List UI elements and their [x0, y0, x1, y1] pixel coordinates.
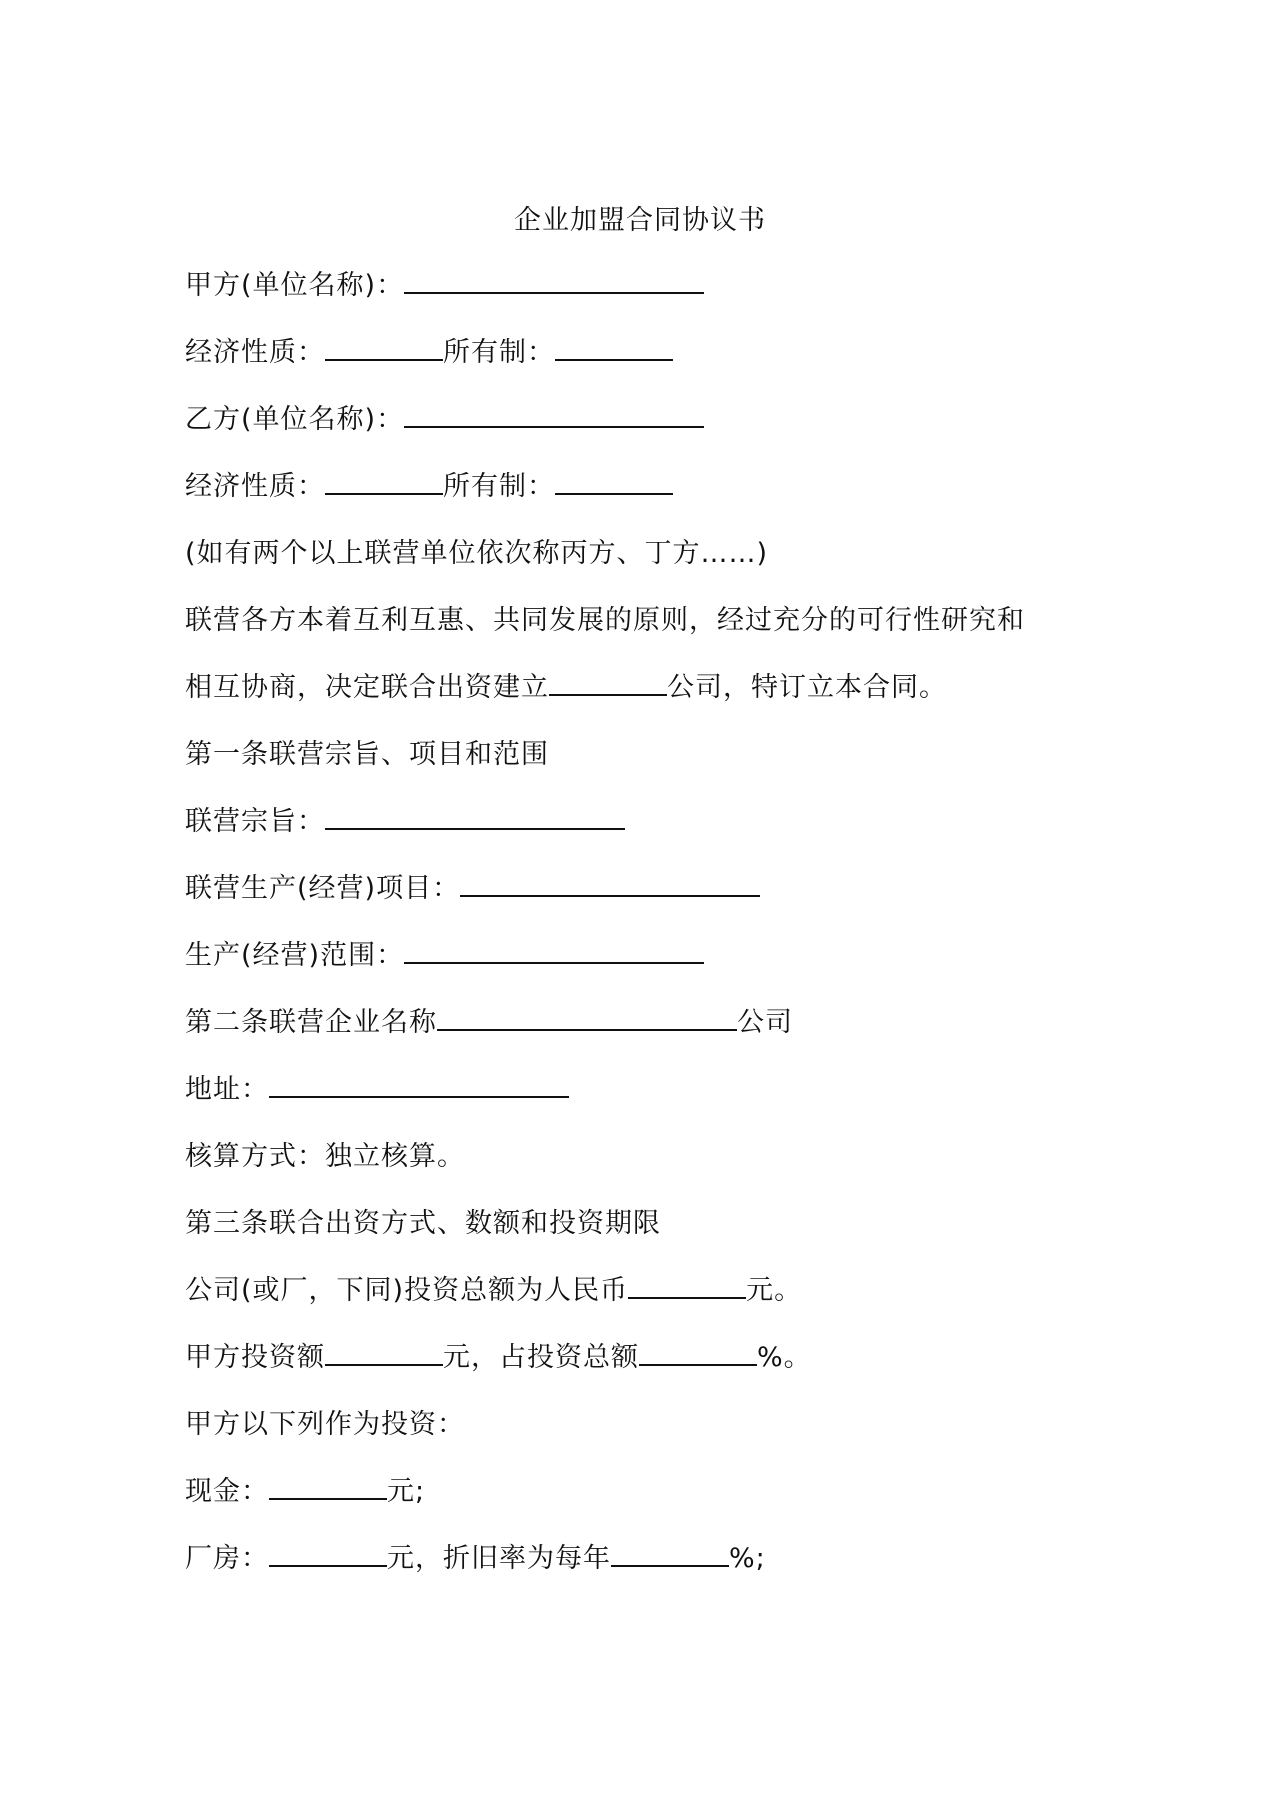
company-name-line [185, 1003, 793, 1043]
blank-field [404, 270, 704, 294]
party-a-nature-line [185, 333, 673, 373]
blank-field [325, 337, 443, 361]
blank-field [404, 404, 704, 428]
label: %; [729, 1543, 766, 1574]
scope-line [185, 936, 704, 976]
document-title: 企业加盟合同协议书 [514, 205, 766, 236]
purpose-line [185, 802, 625, 842]
party-a-name-line [185, 266, 704, 306]
blank-field [555, 337, 673, 361]
blank-field [325, 806, 625, 830]
blank-field [325, 471, 443, 495]
blank-field [325, 1342, 443, 1366]
label: 元，占投资总额 [443, 1342, 639, 1373]
label: 所有制： [443, 337, 555, 368]
label: 甲方投资额 [185, 1342, 325, 1373]
label: 公司，特订立本合同。 [667, 672, 947, 703]
paragraph-line: 联营各方本着互利互惠、共同发展的原则，经过充分的可行性研究和 [185, 605, 1025, 636]
blank-field [549, 672, 667, 696]
section-heading: 第一条联营宗旨、项目和范围 [185, 739, 549, 770]
label: 元; [387, 1476, 426, 1507]
party-b-nature-line [185, 467, 673, 507]
label: 联营生产(经营)项目： [185, 873, 461, 904]
label: 厂房： [185, 1543, 269, 1574]
address-line [185, 1070, 569, 1110]
label: 相互协商，决定联合出资建立 [185, 672, 549, 703]
label: 元。 [746, 1275, 803, 1306]
label: 地址： [185, 1074, 269, 1105]
label: 元，折旧率为每年 [387, 1543, 611, 1574]
factory-line [185, 1539, 766, 1579]
blank-field [269, 1476, 387, 1500]
section-heading: 第三条联合出资方式、数额和投资期限 [185, 1208, 661, 1239]
total-investment-line [185, 1271, 802, 1311]
label: 生产(经营)范围： [185, 940, 405, 971]
party-a-investment-line [185, 1338, 812, 1378]
cash-line [185, 1472, 425, 1512]
project-line [185, 869, 760, 909]
label: 第二条联营企业名称 [185, 1007, 437, 1038]
blank-field [269, 1543, 387, 1567]
blank-field [611, 1543, 729, 1567]
label: 公司(或厂，下同)投资总额为人民币 [185, 1275, 629, 1306]
blank-field [404, 940, 704, 964]
label: %。 [757, 1342, 812, 1373]
label: 联营宗旨： [185, 806, 325, 837]
party-b-name-line [185, 400, 704, 440]
blank-field [460, 873, 760, 897]
paragraph-line [185, 668, 947, 708]
blank-field [628, 1275, 746, 1299]
blank-field [269, 1074, 569, 1098]
label: 甲方(单位名称)： [185, 270, 405, 301]
label: 经济性质： [185, 471, 325, 502]
label: 乙方(单位名称)： [185, 404, 405, 435]
blank-field [437, 1007, 737, 1031]
label: 经济性质： [185, 337, 325, 368]
accounting-line: 核算方式：独立核算。 [185, 1141, 465, 1172]
label: 现金： [185, 1476, 269, 1507]
label: 公司 [737, 1007, 793, 1038]
blank-field [555, 471, 673, 495]
note-line: (如有两个以上联营单位依次称丙方、丁方……) [185, 538, 769, 569]
blank-field [639, 1342, 757, 1366]
investment-list-heading: 甲方以下列作为投资： [185, 1409, 465, 1440]
label: 所有制： [443, 471, 555, 502]
